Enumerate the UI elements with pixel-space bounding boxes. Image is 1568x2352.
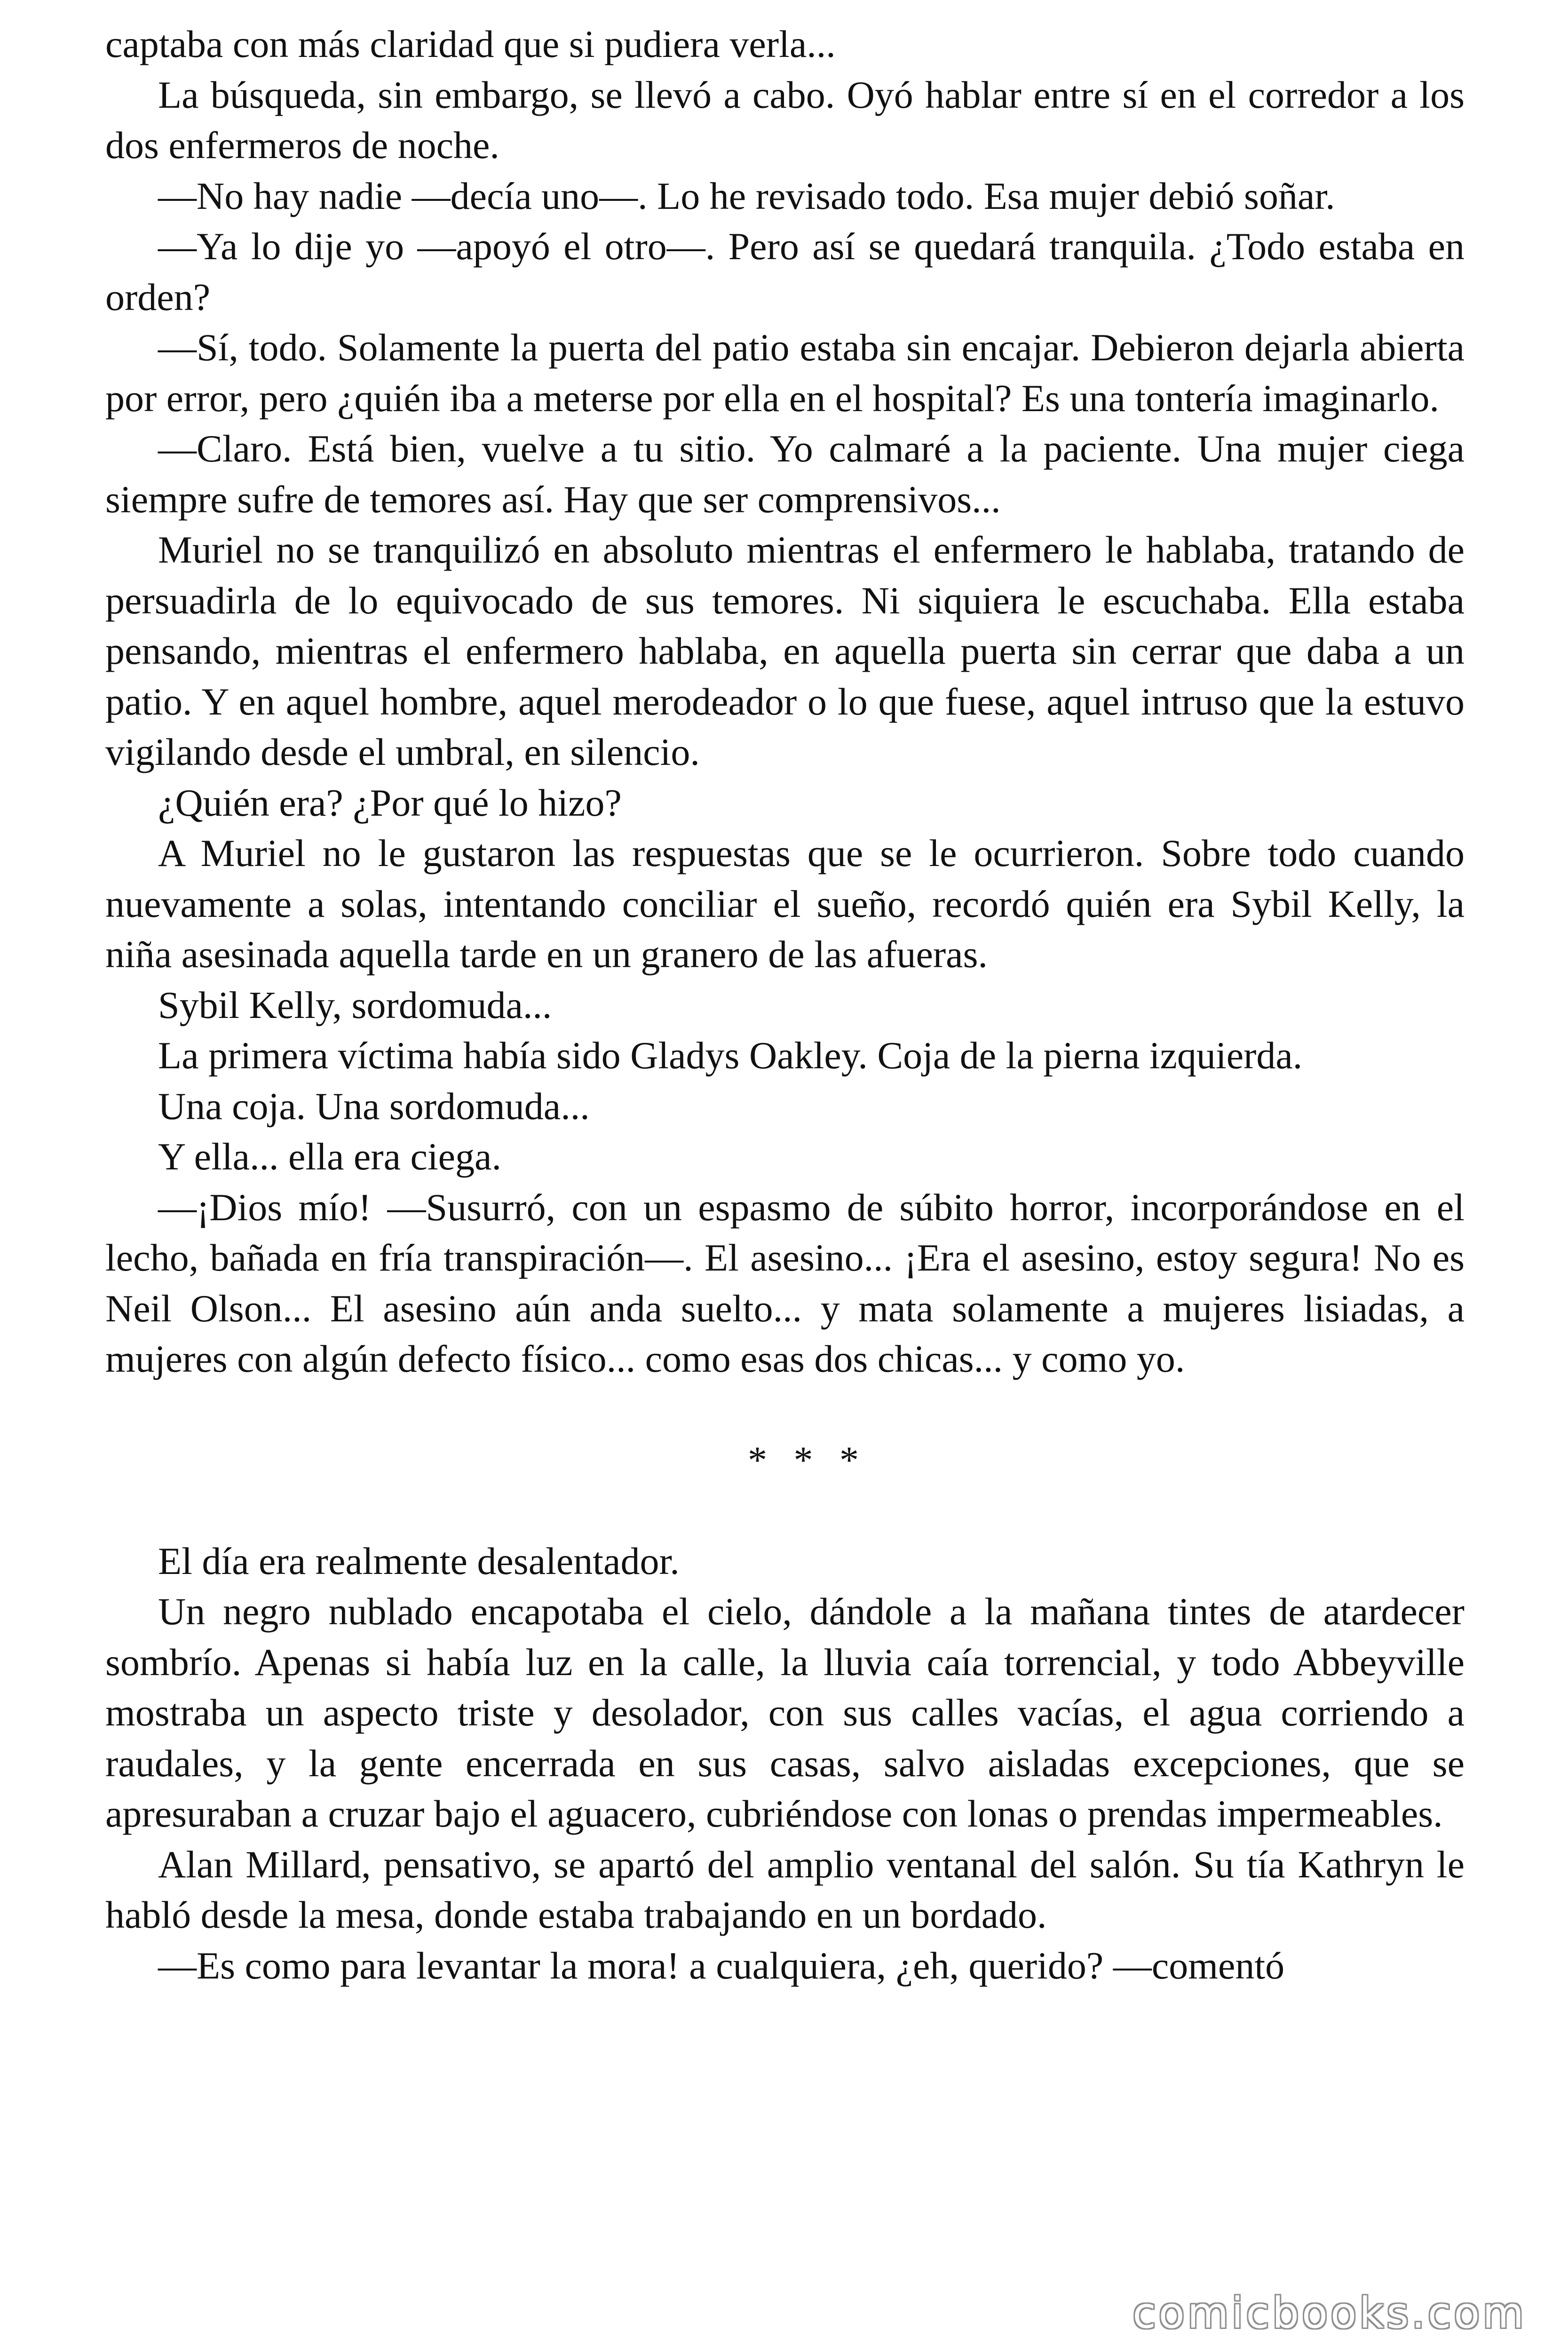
paragraph: Sybil Kelly, sordomuda... (158, 983, 552, 1026)
paragraph: —No hay nadie —decía uno—. Lo he revisado todo. Esa mujer debió soñar. (158, 174, 1335, 217)
scene-separator: * * * (748, 1438, 867, 1481)
paragraph: Y ella... ella era ciega. (158, 1135, 501, 1178)
paragraph: —Ya lo dije yo —apoyó el otro—. Pero así se quedará tranquila. ¿Todo estaba en orden? (105, 225, 1465, 318)
paragraph: Alan Millard, pensativo, se apartó del amplio ventanal del salón. Su tía Kathryn le habló desde la mesa, donde estaba trabajando en un bordado. (105, 1843, 1465, 1936)
paragraph: Muriel no se tranquilizó en absoluto mientras el enfermero le hablaba, tratando de persuadirla de lo equivocado de sus temores. Ni siquiera le escuchaba. Ella estaba pensando, mientras el enfermero hablaba, en aquella puerta sin cerrar que daba a un patio. Y en aquel hombre, aquel merodeador o lo que fuese, aquel intruso que la estuvo vigilando desde el umbral, en silencio. (105, 528, 1465, 773)
paragraph: La búsqueda, sin embargo, se llevó a cabo. Oyó hablar entre sí en el corredor a los dos enfermeros de noche. (105, 73, 1465, 167)
paragraph: A Muriel no le gustaron las respuestas que se le ocurrieron. Sobre todo cuando nuevamente a solas, intentando conciliar el sueño, recordó quién era Sybil Kelly, la niña asesinada aquella tarde en un granero de las afueras. (105, 832, 1465, 976)
paragraph: —Es como para levantar la mora! a cualquiera, ¿eh, querido? —comentó (158, 1944, 1285, 1987)
paragraph: Una coja. Una sordomuda... (158, 1084, 590, 1128)
paragraph: ¿Quién era? ¿Por qué lo hizo? (158, 781, 622, 824)
paragraph: La primera víctima había sido Gladys Oakley. Coja de la pierna izquierda. (158, 1034, 1303, 1077)
watermark: comicbooks.com (1132, 2288, 1527, 2338)
paragraph: —Claro. Está bien, vuelve a tu sitio. Yo calmaré a la paciente. Una mujer ciega siempre sufre de temores así. Hay que ser comprensivos... (105, 427, 1465, 521)
paragraph: —Sí, todo. Solamente la puerta del patio estaba sin encajar. Debieron dejarla abierta por error, pero ¿quién iba a meterse por ella en el hospital? Es una tontería imaginarlo. (105, 326, 1465, 420)
paragraph: Un negro nublado encapotaba el cielo, dándole a la mañana tintes de atardecer sombrío. Apenas si había luz en la calle, la lluvia caía torrencial, y todo Abbeyville mostraba un aspecto triste y desolador, con sus calles vacías, el agua corriendo a raudales, y la gente encerrada en sus casas, salvo aisladas excepciones, que se apresuraban a cruzar bajo el aguacero, cubriéndose con lonas o prendas impermeables. (105, 1590, 1465, 1835)
paragraph: captaba con más claridad que si pudiera verla... (105, 23, 836, 65)
paragraph: —¡Dios mío! —Susurró, con un espasmo de súbito horror, incorporándose en el lecho, bañada en fría transpiración—. El asesino... ¡Era el asesino, estoy segura! No es Neil Olson... El asesino aún anda suelto... y mata solamente a mujeres lisiadas, a mujeres con algún defecto físico... como esas dos chicas... y como yo. (105, 1185, 1465, 1380)
paragraph: El día era realmente desalentador. (158, 1539, 680, 1582)
page-text (105, 19, 1465, 1991)
